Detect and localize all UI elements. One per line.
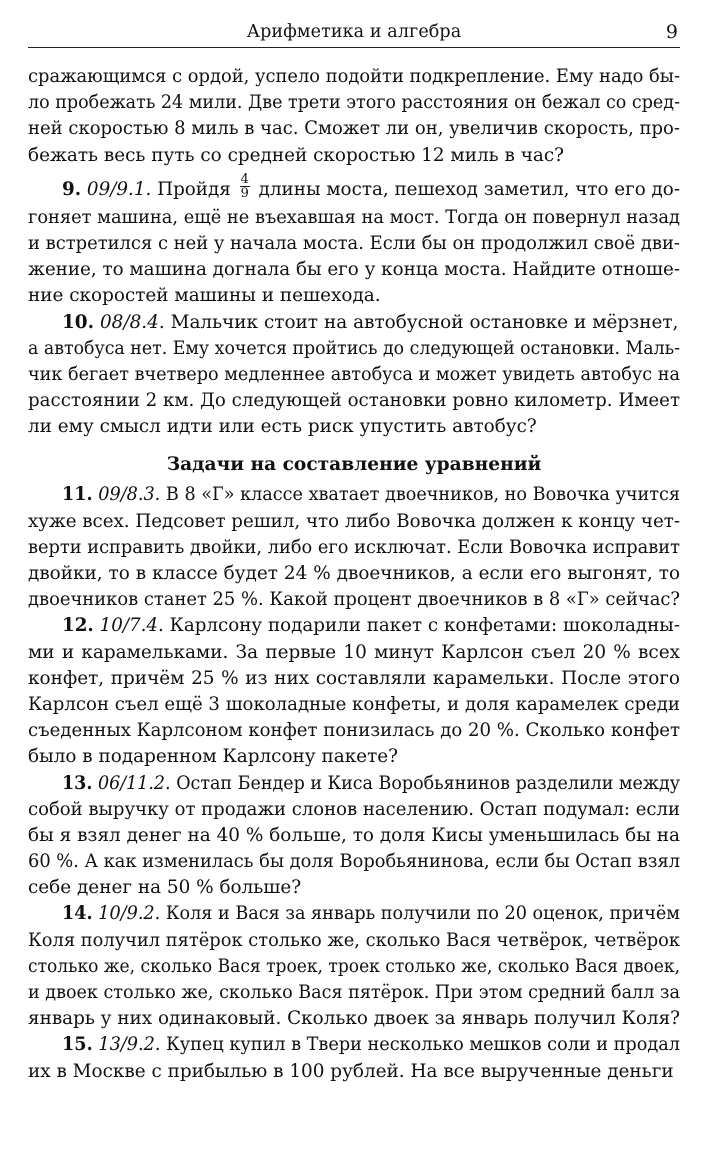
text-line: ми и карамельками. За первые 10 минут Карлсон съел 20 % всех	[28, 641, 680, 663]
section-heading: Задачи на составление уравнений	[166, 454, 542, 476]
problem-first-line	[28, 1032, 680, 1058]
problem-source: 10/7.4.	[99, 615, 164, 637]
text-line: двойки, то в классе будет 24 % двоечников, а если его выгонят, то	[28, 563, 681, 584]
problem-text: Остап Бендер и Киса Воробьянинов разделили между	[176, 772, 680, 794]
text-line: хуже всех. Педсовет решил, что либо Вовочка должен к концу чет-	[28, 510, 680, 532]
problem-text: длины моста, пешеход заметил, что его до-	[258, 178, 681, 200]
problem-source: 13/9.2.	[98, 1034, 161, 1056]
problem-first-line	[28, 310, 680, 336]
text-line: двоечников станет 25 %. Какой процент двоечников в 8 «Г» сейчас?	[28, 589, 681, 611]
text-line: ние скоростей машины и пешехода.	[28, 285, 381, 307]
problem-text: Купец купил в Твери несколько мешков соли и продал	[166, 1034, 680, 1056]
page-body	[28, 64, 680, 1085]
problem-source: 06/11.2.	[97, 772, 171, 794]
text-line: себе денег на 50 % больше?	[28, 877, 302, 899]
text-line: ло пробежать 24 мили. Две трети этого расстояния он бежал со сред-	[28, 92, 680, 114]
text-line: их в Москве с прибылью в 100 рублей. На все вырученные деньги	[28, 1060, 674, 1082]
text-line: расстоянии 2 км. До следующей остановки ровно километр. Имеет	[28, 390, 681, 412]
problem-text: Коля и Вася за январь получили по 20 оценок, причём	[165, 903, 681, 925]
problem-text: Карлсону подарили пакет с конфетами: шоколадны-	[169, 615, 681, 637]
fraction	[240, 173, 250, 200]
problem-15	[28, 1032, 680, 1084]
text-line: конфет, причём 25 % из них составляли карамельки. После этого	[28, 667, 681, 689]
problem-number: 10.	[62, 311, 94, 333]
text-line: гоняет машина, ещё не въехавшая на мост. Тогда он повернул назад	[28, 206, 680, 228]
problem-14	[28, 901, 680, 1032]
text-line: ней скоростью 8 миль в час. Сможет ли он, увеличив скорость, про-	[28, 118, 680, 140]
problem-number: 11.	[62, 484, 93, 506]
problem-12	[28, 613, 680, 770]
problem-source: 10/9.2.	[98, 903, 161, 925]
text-line: жение, то машина догнала бы его у конца моста. Найдите отноше-	[28, 259, 681, 281]
text-line: 60 %. А как изменилась бы доля Воробьянинова, если бы Остап взял	[28, 851, 681, 873]
text-line: столько же, сколько Вася троек, троек столько же, сколько Вася двоек,	[28, 955, 681, 977]
running-header	[28, 20, 680, 48]
problem-first-line	[28, 771, 680, 797]
problem-number: 13.	[62, 772, 93, 794]
problem-13	[28, 771, 680, 902]
page-number: 9	[665, 21, 678, 43]
problem-11	[28, 482, 680, 613]
text-line: верти исправить двойки, либо его исключат. Если Вовочка исправит	[28, 536, 680, 558]
text-line: чик бегает вчетверо медленнее автобуса и может увидеть автобус на	[28, 363, 680, 385]
text-line: Карлсон съел ещё 3 шоколадные конфеты, и доля карамелек среди	[28, 693, 681, 715]
text-line: сражающимся с ордой, успело подойти подкрепление. Ему надо бы-	[28, 66, 681, 87]
problem-first-line	[28, 482, 680, 508]
problem-number: 9.	[62, 178, 82, 200]
problem-number: 15.	[62, 1034, 93, 1056]
text-line: январь у них одинаковый. Сколько двоек за январь получил Коля?	[28, 1008, 681, 1030]
intro-paragraph	[28, 64, 680, 169]
problem-10	[28, 310, 680, 441]
fraction-numerator: 4	[240, 172, 249, 188]
problem-first-line	[28, 172, 681, 205]
text-line: бежать весь путь со средней скоростью 12 миль в час?	[28, 144, 565, 166]
text-line: и встретился с ней у начала моста. Если бы он продолжил своё дви-	[28, 232, 680, 254]
problem-text: Мальчик стоит на автобусной остановке и мёрзнет,	[170, 311, 679, 333]
problem-source: 09/9.1.	[86, 178, 152, 200]
problem-text: Пройдя	[157, 178, 231, 200]
fraction-denominator: 9	[240, 186, 249, 202]
problem-9	[28, 172, 681, 310]
text-line: а автобуса нет. Ему хочется пройтись до следующей остановки. Маль-	[28, 337, 681, 359]
text-line: Коля получил пятёрок столько же, сколько Вася четвёрок, четвёрок	[28, 929, 681, 951]
header-title: Арифметика и алгебра	[246, 22, 462, 42]
text-line: было в подаренном Карлсону пакете?	[28, 746, 398, 768]
text-line: съеденных Карлсоном конфет понизилась до 20 %. Сколько конфет	[28, 720, 680, 742]
problem-first-line	[28, 613, 680, 639]
problem-number: 14.	[62, 903, 93, 925]
problem-source: 08/8.4.	[99, 311, 165, 333]
text-line: собой выручку от продажи слонов населению. Остап подумал: если	[28, 798, 680, 820]
problem-number: 12.	[62, 615, 94, 637]
problem-first-line	[28, 901, 680, 927]
problem-text: В 8 «Г» классе хватает двоечников, но Вовочка учится	[165, 484, 680, 506]
text-line: бы я взял денег на 40 % больше, то доля Кисы уменьшилась бы на	[28, 824, 680, 846]
text-line: ли ему смысл идти или есть риск упустить автобус?	[28, 416, 537, 438]
problem-source: 09/8.3.	[98, 484, 161, 506]
text-line: и двоек столько же, сколько Вася пятёрок. При этом средний балл за	[28, 982, 680, 1003]
